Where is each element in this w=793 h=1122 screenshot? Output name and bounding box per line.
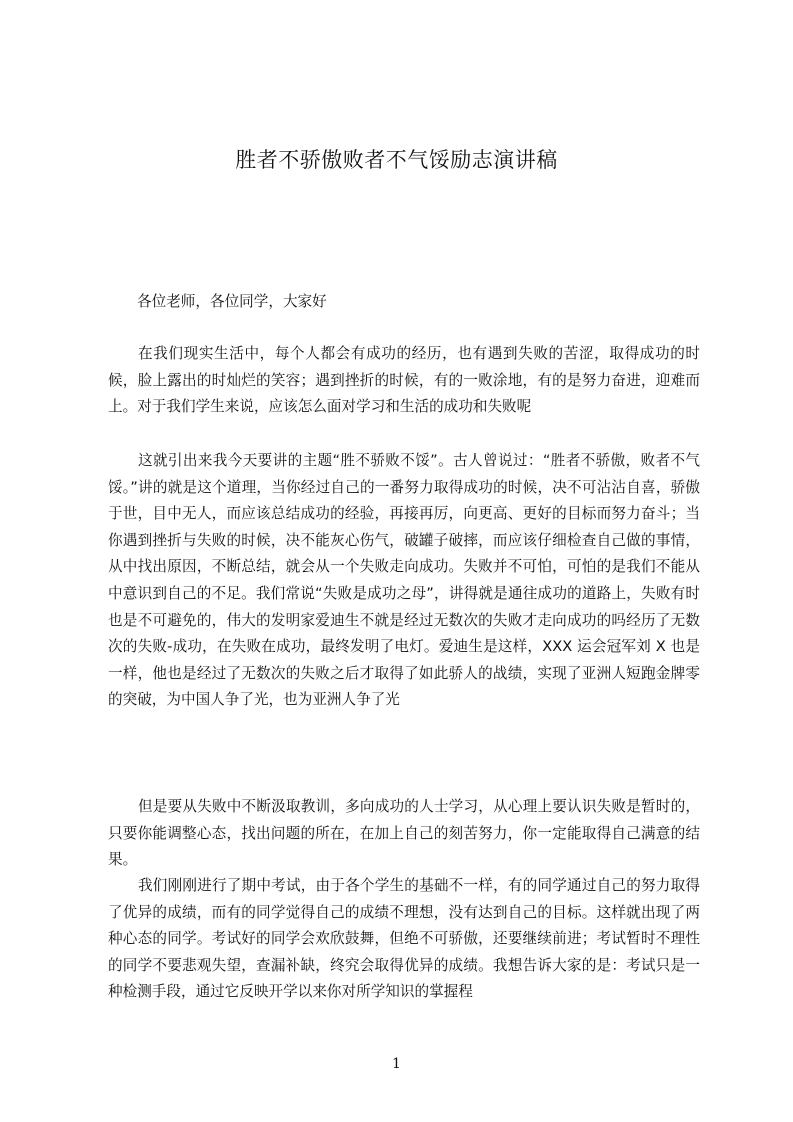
document-title: 胜者不骄傲败者不气馁励志演讲稿	[235, 148, 558, 172]
page-number: 1	[392, 1056, 401, 1072]
salutation: 各位老师，各位同学，大家好	[137, 293, 327, 310]
paragraph-1: 在我们现实生活中，每个人都会有成功的经历，也有遇到失败的苦涩，取得成功的时候，脸上露出的时灿烂的笑容；遇到挫折的时候，有的一败涂地，有的是努力奋进，迎难而上。对于我们学生来说，应该怎么面对学习和生活的成功和失败呢	[108, 345, 700, 416]
paragraph-2: 这就引出来我今天要讲的主题“胜不骄败不馁”。古人曾说过：“胜者不骄傲，败者不气馁。”讲的就是这个道理，当你经过自己的一番努力取得成功的时候，决不可沾沾自喜，骄傲于世，目中无人，而应该总结成功的经验，再接再厉，向更高、更好的目标而努力奋斗；当你遇到挫折与失败的时候，决不能灰心伤气，破罐子破摔，而应该仔细检查自己做的事情，从中找出原因，不断总结，就会从一个失败走向成功。失败并不可怕，可怕的是我们不能从中意识到自己的不足。我们常说“失败是成功之母”，讲得就是通往成功的道路上，失败有时也是不可避免的，伟大的发明家爱迪生不就是经过无数次的失败才走向成功的吗经历了无数次的失败-成功，在失败在成功，最终发明了电灯。爱迪生是这样，XXX 运会冠军刘 X 也是一样，他也是经过了无数次的失败之后才取得了如此骄人的战绩，实现了亚洲人短跑金牌零的突破，为中国人争了光，也为亚洲人争了光	[108, 452, 700, 709]
paragraph-4: 我们刚刚进行了期中考试，由于各个学生的基础不一样，有的同学通过自己的努力取得了优异的成绩，而有的同学觉得自己的成绩不理想，没有达到自己的目标。这样就出现了两种心态的同学。考试好的同学会欢欣鼓舞，但绝不可骄傲，还要继续前进；考试暂时不理性的同学不要悲观失望，查漏补缺，终究会取得优异的成绩。我想告诉大家的是：考试只是一种检测手段，通过它反映开学以来你对所学知识的掌握程	[108, 877, 700, 1001]
paragraph-3: 但是要从失败中不断汲取教训，多向成功的人士学习，从心理上要认识失败是暂时的，只要你能调整心态，找出问题的所在，在加上自己的刻苦努力，你一定能取得自己满意的结果。	[108, 798, 700, 869]
